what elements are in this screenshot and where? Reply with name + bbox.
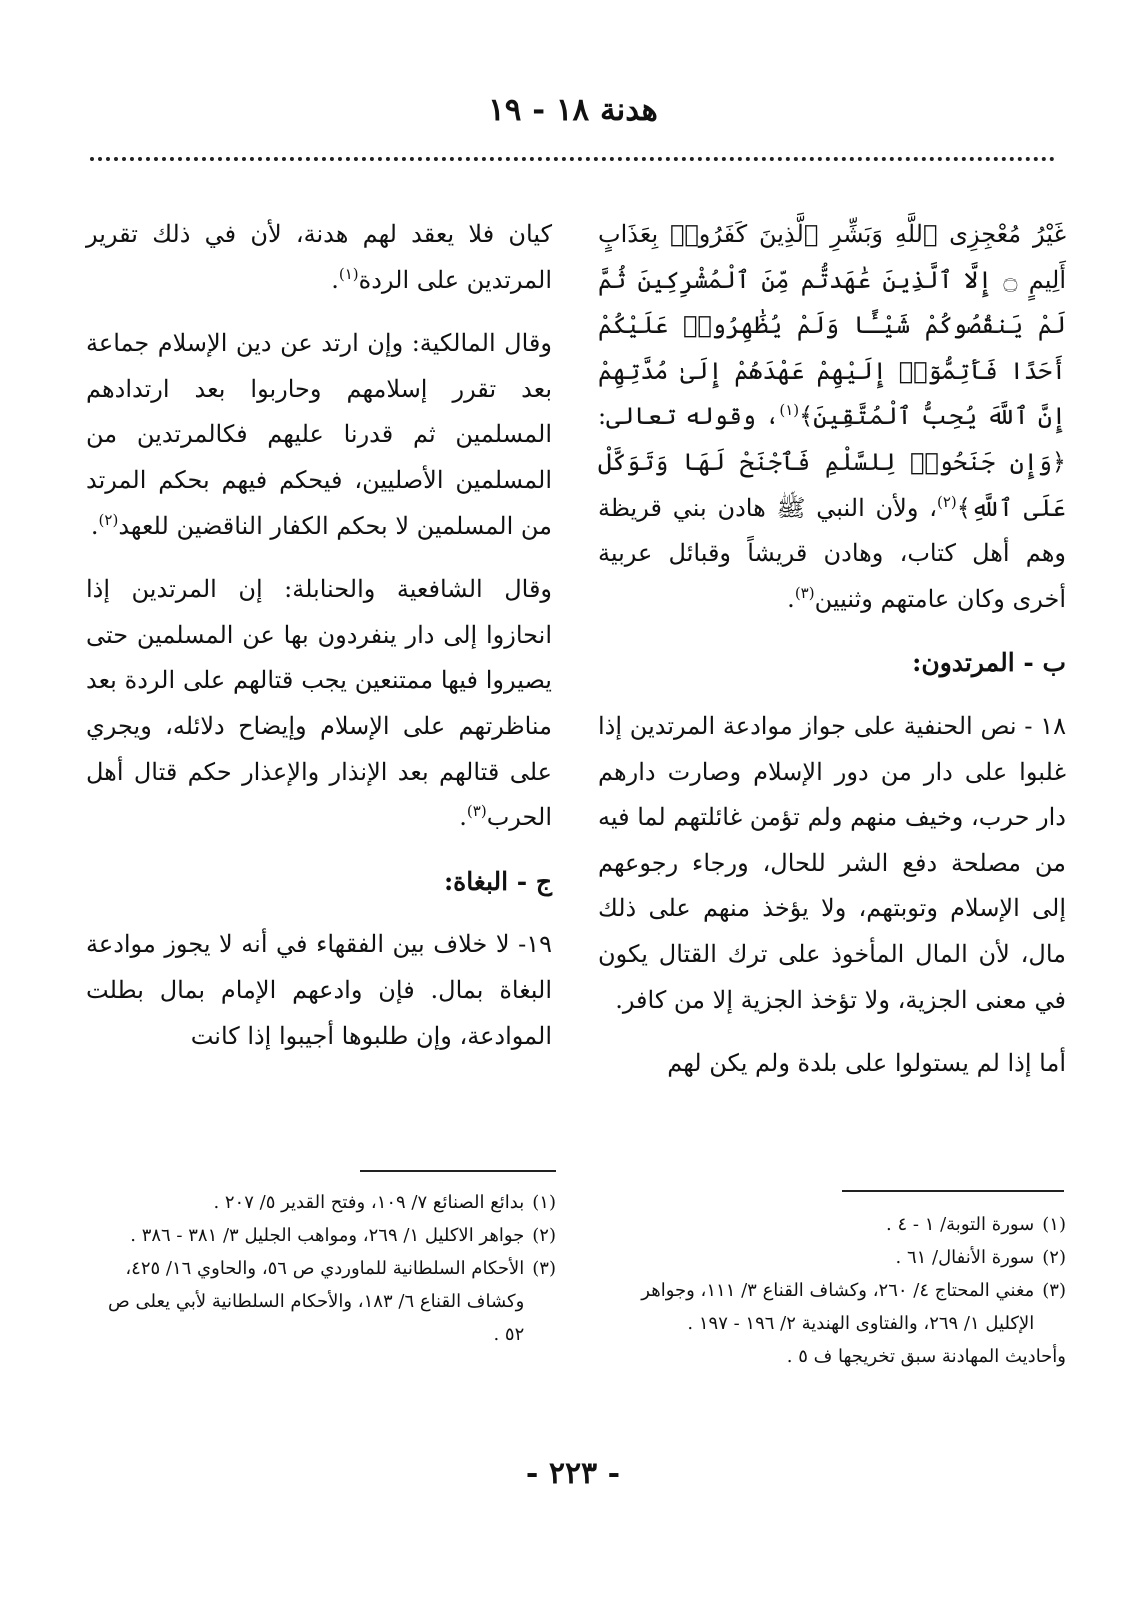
paragraph-19: ١٩- لا خلاف بين الفقهاء في أنه لا يجوز موادعة البغاة بمال. فإن وادعهم الإمام بمال بطلت الموادعة، وإن طلبوها أجيبوا إذا كانت bbox=[86, 930, 552, 1050]
paragraph-text: وقال المالكية: وإن ارتد عن دين الإسلام جماعة بعد تقرر إسلامهم وحاربوا بعد ارتدادهم المسلمين ثم قدرنا عليهم فكالمرتدين من المسلمين الأصليين، فيحكم فيهم بحكم المرتد من المسلمين لا بحكم الكفار الناقضين للعهد bbox=[86, 329, 552, 540]
footnote-number: (٢) bbox=[1042, 1247, 1066, 1268]
paragraph-shafiiyya bbox=[86, 567, 552, 841]
footnote-number: (٣) bbox=[1042, 1280, 1066, 1301]
footnote-text: الأحكام السلطانية للماوردي ص ٥٦، والحاوي ١٦/ ٤٢٥، وكشاف القناع ٦/ ١٨٣، والأحكام السلطانية لأبي يعلى ص ٥٢ . bbox=[108, 1258, 525, 1345]
header-dotted-divider bbox=[90, 157, 1055, 161]
footnote-ref: (٢) bbox=[98, 510, 119, 529]
footnote-ref: (٢) bbox=[936, 492, 957, 511]
paragraph-malikiyya bbox=[86, 321, 552, 549]
footnote-number: (١) bbox=[1042, 1214, 1066, 1235]
footnote-ref: (١) bbox=[779, 401, 800, 420]
footnote-ref: (٣) bbox=[466, 802, 487, 821]
footnote-item bbox=[598, 1208, 1066, 1241]
paragraph-text: . bbox=[90, 511, 99, 540]
footnotes-right bbox=[598, 1208, 1066, 1373]
left-text-column bbox=[86, 212, 552, 1059]
paragraph-text: ، ولأن النبي ﷺ هادن بني قريظة وهم أهل كتاب، وهادن قريشاً وقبائل عربية أخرى وكان عامتهم وثنيين bbox=[598, 493, 1066, 613]
page-header-title: هدنة ١٨ - ١٩ bbox=[488, 92, 658, 128]
footnote-extra-note: وأحاديث المهادنة سبق تخريجها ف ٥ . bbox=[786, 1346, 1066, 1367]
footnote-divider-left bbox=[360, 1170, 556, 1172]
footnote-item bbox=[598, 1274, 1066, 1340]
footnote-number: (٣) bbox=[532, 1258, 556, 1279]
paragraph-continuation: أما إذا لم يستولوا على بلدة ولم يكن لهم bbox=[667, 1049, 1066, 1078]
footnotes-left bbox=[86, 1186, 556, 1351]
paragraph-18: ١٨ - نص الحنفية على جواز موادعة المرتدين إذا غلبوا على دار من دور الإسلام وصارت دارهم دار حرب، وخيف منهم ولم تؤمن غائلتهم لما فيه من مصلحة دفع الشر للحال، ورجاء رجوعهم إلى الإسلام وتوبتهم، ولا يؤخذ منهم على ذلك مال، لأن المال المأخوذ على ترك القتال يكون في معنى الجزية، ولا تؤخذ الجزية إلا من كافر. bbox=[598, 711, 1066, 1014]
footnote-text: جواهر الاكليل ١/ ٢٦٩، ومواهب الجليل ٣/ ٣٨١ - ٣٨٦ . bbox=[130, 1225, 525, 1246]
section-heading-rebels: ج - البغاة: bbox=[443, 866, 552, 896]
footnote-text: مغني المحتاج ٤/ ٢٦٠، وكشاف القناع ٣/ ١١١، وجواهر الإكليل ١/ ٢٦٩، والفتاوى الهندية ٢/ ١٩٦ - ١٩٧ . bbox=[641, 1280, 1035, 1334]
quran-verse-text: غَيْرُ مُعْجِزِى ٱللَّهِ وَبَشِّرِ ٱلَّذِينَ كَفَرُوا۟ بِعَذَابٍ أَلِيمٍ ۝ إِلَّا ٱلَّذِينَ عَٰهَدتُّم مِّنَ ٱلْمُشْرِكِينَ ثُمَّ لَمْ يَنقُصُوكُمْ شَيْـًٔا وَلَمْ يُظَٰهِرُوا۟ عَلَيْكُمْ أَحَدًا فَأَتِمُّوٓا۟ إِلَيْهِمْ عَهْدَهُمْ إِلَىٰ مُدَّتِهِمْ إِنَّ ٱللَّهَ يُحِبُّ ٱلْمُتَّقِينَ﴾ bbox=[598, 220, 1066, 431]
footnote-text: بدائع الصنائع ٧/ ١٠٩، وفتح القدير ٥/ ٢٠٧ . bbox=[213, 1192, 525, 1213]
paragraph-text: . bbox=[331, 265, 339, 294]
paragraph-text: كيان فلا يعقد لهم هدنة، لأن في ذلك تقرير المرتدين على الردة bbox=[86, 220, 552, 294]
page-number: - ٢٢٣ - bbox=[525, 1456, 621, 1491]
footnote-ref: (٣) bbox=[794, 583, 815, 602]
footnote-item bbox=[598, 1241, 1066, 1274]
footnote-item bbox=[86, 1219, 556, 1252]
right-text-column bbox=[598, 212, 1066, 1087]
paragraph-text: . bbox=[459, 803, 467, 832]
footnote-item bbox=[86, 1252, 556, 1351]
paragraph-text: . bbox=[787, 584, 795, 613]
footnote-item bbox=[86, 1186, 556, 1219]
footnote-number: (١) bbox=[532, 1192, 556, 1213]
section-heading-apostates: ب - المرتدون: bbox=[912, 648, 1066, 678]
footnote-number: (٢) bbox=[532, 1225, 556, 1246]
footnote-text: سورة الأنفال/ ٦١ . bbox=[895, 1247, 1035, 1268]
paragraph-text: ، وقوله تعالى: ﴿وَإِن جَنَحُوا۟ لِلسَّلْمِ فَٱجْنَحْ لَهَا وَتَوَكَّلْ عَلَى ٱللَّهِ﴾ bbox=[598, 402, 1066, 522]
paragraph-text: وقال الشافعية والحنابلة: إن المرتدين إذا انحازوا إلى دار ينفردون بها عن المسلمين حتى يصيروا فيها ممتنعين يجب قتالهم على الردة بعد مناظرتهم على الإسلام وإيضاح دلائله، ويجري على قتالهم بعد الإنذار والإعذار حكم قتال أهل الحرب bbox=[86, 575, 552, 832]
paragraph-quran-citation bbox=[598, 212, 1066, 622]
footnote-ref: (١) bbox=[338, 264, 359, 283]
footnote-text: سورة التوبة/ ١ - ٤ . bbox=[886, 1214, 1035, 1235]
footnote-divider-right bbox=[842, 1190, 1064, 1192]
paragraph-continued bbox=[86, 212, 552, 303]
